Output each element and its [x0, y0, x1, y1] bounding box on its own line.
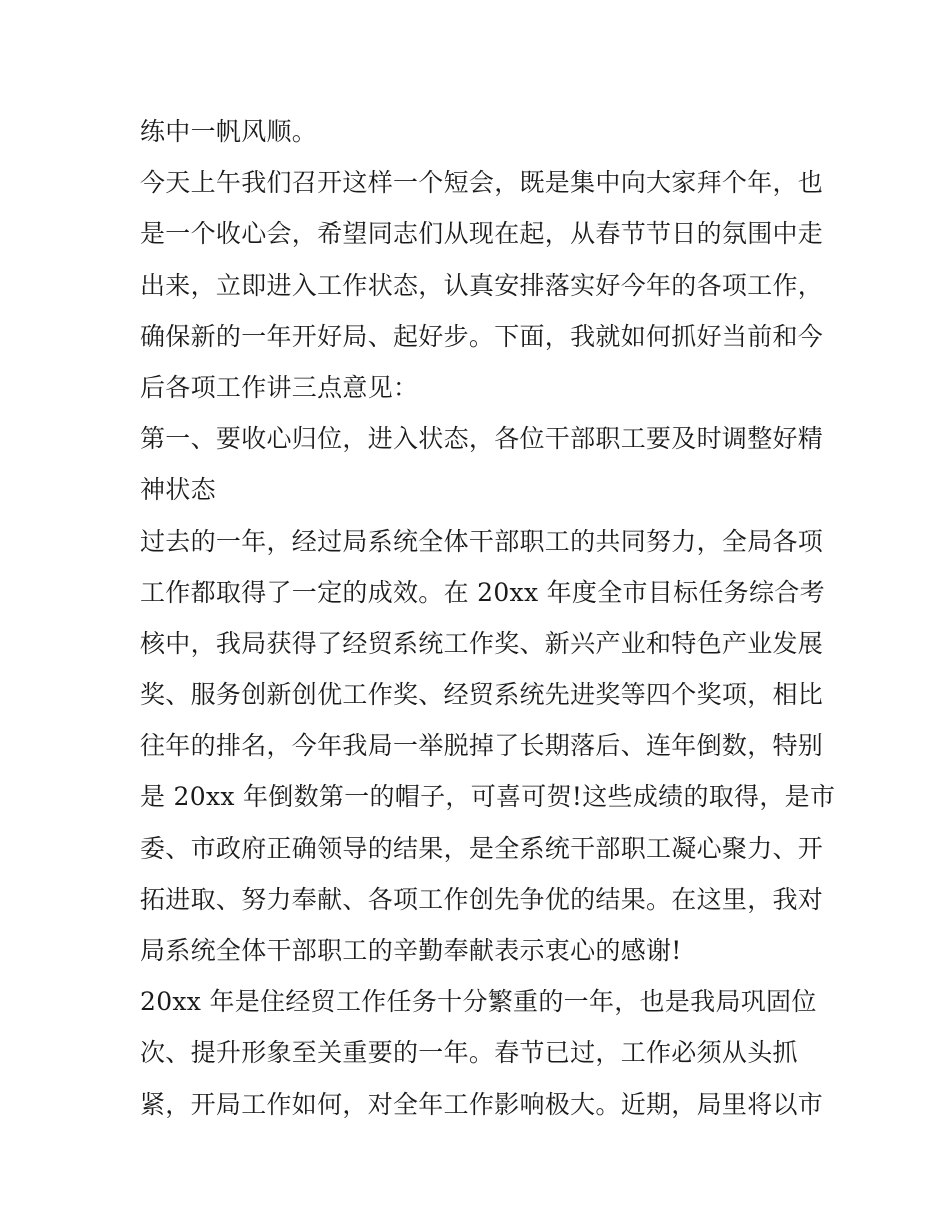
text-line: 确保新的一年开好局、起好步。下面，我就如何抓好当前和今	[140, 321, 824, 351]
text-line: 局系统全体干部职工的辛勤奉献表示衷心的感谢!	[140, 936, 682, 965]
text-line: 20xx 年是住经贸工作任务十分繁重的一年，也是我局巩固位	[140, 987, 817, 1017]
text-line: 出来，立即进入工作状态，认真安排落实好今年的各项工作，	[140, 270, 824, 300]
text-line: 拓进取、努力奉献、各项工作创先争优的结果。在这里，我对	[140, 884, 824, 914]
text-line: 是一个收心会，希望同志们从现在起，从春节节日的氛围中走	[140, 219, 824, 249]
text-line: 工作都取得了一定的成效。在 20xx 年度全市目标任务综合考	[140, 577, 825, 607]
text-line: 往年的排名，今年我局一举脱掉了长期落后、连年倒数，特别	[140, 731, 824, 761]
text-line: 紧，开局工作如何，对全年工作影响极大。近期，局里将以市	[140, 1089, 824, 1119]
section-heading-line: 神状态	[140, 475, 216, 505]
text-line: 次、提升形象至关重要的一年。春节已过，工作必须从头抓	[140, 1038, 798, 1068]
text-line: 是 20xx 年倒数第一的帽子，可喜可贺!这些成绩的取得，是市	[140, 782, 836, 812]
text-line: 核中，我局获得了经贸系统工作奖、新兴产业和特色产业发展	[140, 628, 824, 658]
text-line: 后各项工作讲三点意见：	[140, 372, 419, 402]
text-line: 过去的一年，经过局系统全体干部职工的共同努力，全局各项	[140, 526, 824, 556]
text-line: 奖、服务创新创优工作奖、经贸系统先进奖等四个奖项，相比	[140, 680, 824, 710]
text-line: 委、市政府正确领导的结果，是全系统干部职工凝心聚力、开	[140, 833, 824, 863]
section-heading-line: 第一、要收心归位，进入状态，各位干部职工要及时调整好精	[140, 424, 824, 454]
text-line: 练中一帆风顺。	[140, 117, 318, 146]
document-body	[140, 106, 836, 1130]
text-line: 今天上午我们召开这样一个短会，既是集中向大家拜个年，也	[140, 168, 824, 198]
